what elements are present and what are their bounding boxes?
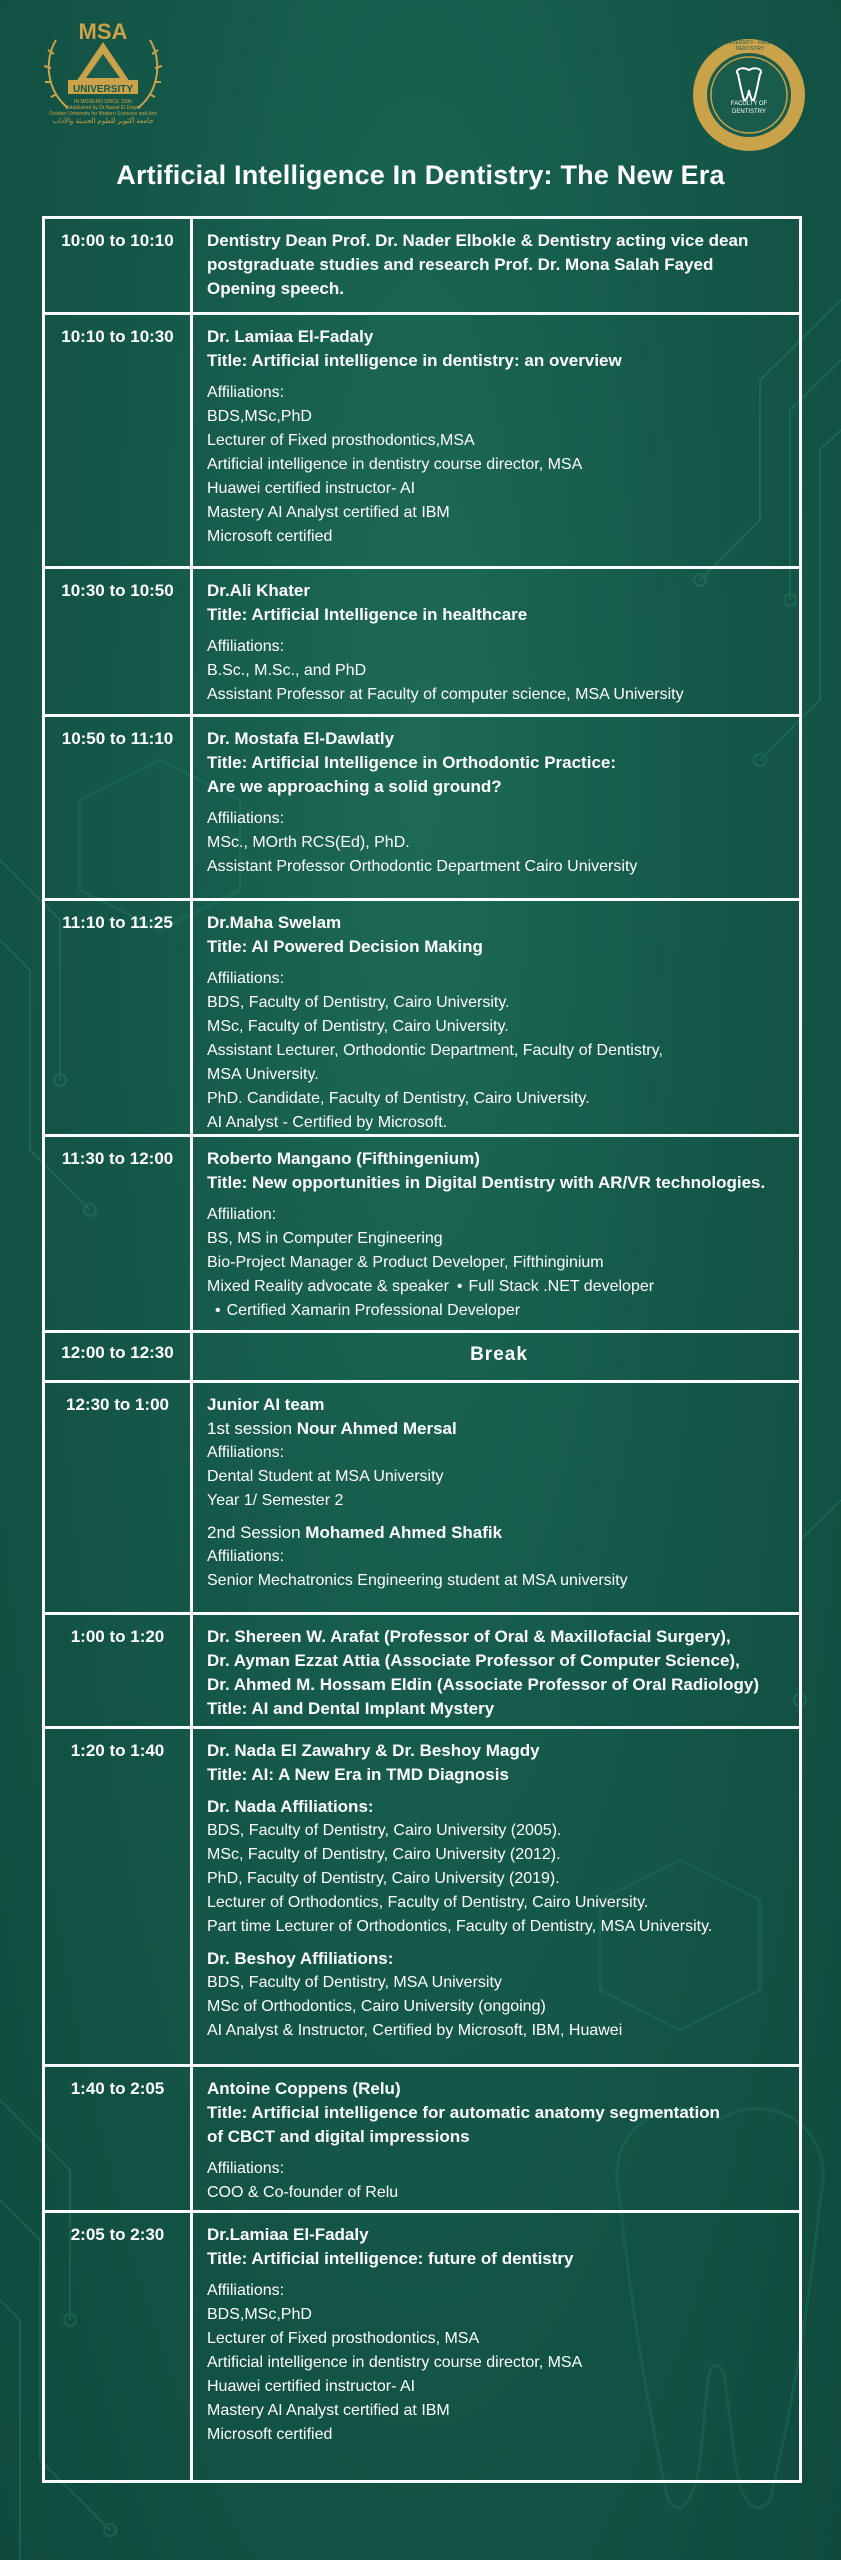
session-title: Title: Artificial intelligence in dentistry: an overview — [207, 351, 622, 370]
speaker-name: Dr. Lamiaa El-Fadaly — [207, 327, 374, 346]
seal-faculty-text: FACULTY OF — [730, 101, 768, 107]
logo-msa-text: MSA — [78, 19, 128, 44]
page-title: Artificial Intelligence In Dentistry: The New Era — [116, 160, 725, 190]
schedule-row — [45, 219, 799, 315]
affiliation-line: Year 1/ Semester 2 — [207, 1492, 344, 1509]
affiliation-line: AI Analyst & Instructor, Certified by Microsoft, IBM, Huawei — [207, 2022, 623, 2039]
affiliation-line: Artificial intelligence in dentistry course director, MSA — [207, 456, 583, 473]
affiliation-line: BS, MS in Computer Engineering — [207, 1230, 443, 1247]
team-name: Junior AI team — [207, 1395, 325, 1414]
session-details — [193, 315, 799, 566]
speaker-name: Dr.Lamiaa El-Fadaly — [207, 2225, 369, 2244]
schedule-row — [45, 1729, 799, 2067]
session-details — [193, 2067, 799, 2210]
affiliation-line: Dental Student at MSA University — [207, 1468, 444, 1485]
affiliation-text: • Full Stack .NET developer — [449, 1278, 654, 1295]
session-title: Title: AI and Dental Implant Mystery — [207, 1699, 495, 1718]
affiliation-line: PhD. Candidate, Faculty of Dentistry, Cairo University. — [207, 1090, 590, 1107]
session-details — [193, 1383, 799, 1612]
affiliation-line: Mastery AI Analyst certified at IBM — [207, 504, 450, 521]
session-title: Title: New opportunities in Digital Dentistry with AR/VR technologies. — [207, 1173, 766, 1192]
schedule-row — [45, 569, 799, 717]
affiliation-line: Lecturer of Fixed prosthodontics, MSA — [207, 2330, 480, 2347]
opening-line: postgraduate studies and research Prof. Dr. Mona Salah Fayed — [207, 255, 714, 274]
session-details — [193, 2213, 799, 2480]
session-heading — [207, 1417, 791, 1441]
affiliation-line — [207, 1275, 791, 1299]
affiliation-line: Assistant Professor at Faculty of computer science, MSA University — [207, 686, 684, 703]
session-details — [193, 219, 799, 312]
session-number: 1st session — [207, 1419, 297, 1438]
opening-line: Opening speech. — [207, 279, 344, 298]
affiliation-line: AI Analyst - Certified by Microsoft. — [207, 1114, 448, 1131]
affiliation-line: BDS, Faculty of Dentistry, Cairo University. — [207, 994, 510, 1011]
affiliation-line: BDS,MSc,PhD — [207, 408, 312, 425]
speaker-name: Dr.Ali Khater — [207, 581, 310, 600]
time-slot: 10:00 to 10:10 — [45, 219, 193, 312]
logo-established-text: Established by Dr.Nawal El Degwi — [65, 105, 141, 111]
time-slot: 12:30 to 1:00 — [45, 1383, 193, 1612]
session-details — [193, 1615, 799, 1726]
affiliations-label: Affiliation: — [207, 1206, 277, 1223]
affiliations-label: Affiliations: — [207, 810, 285, 827]
schedule-row — [45, 1615, 799, 1729]
session-details — [193, 1729, 799, 2064]
affiliation-line: Huawei certified instructor- AI — [207, 2378, 416, 2395]
seal-dentistry-text: DENTISTRY — [732, 109, 766, 115]
logo-arabic-text: جامعة أكتوبر للعلوم الحديثة والآداب — [52, 118, 154, 125]
affiliation-line: Assistant Lecturer, Orthodontic Department, Faculty of Dentistry, — [207, 1042, 663, 1059]
affiliation-line: Lecturer of Orthodontics, Faculty of Dentistry, Cairo University. — [207, 1894, 649, 1911]
affiliation-line: COO & Co-founder of Relu — [207, 2184, 399, 2201]
affiliations-label: Affiliations: — [207, 970, 285, 987]
session-details — [193, 1137, 799, 1330]
session-heading — [207, 1521, 791, 1545]
speaker-name: Dr. Mostafa El-Dawlatly — [207, 729, 395, 748]
affiliation-line: MSA University. — [207, 1066, 319, 1083]
time-slot: 1:20 to 1:40 — [45, 1729, 193, 2064]
session-title: Title: AI: A New Era in TMD Diagnosis — [207, 1765, 509, 1784]
affiliation-line: B.Sc., M.Sc., and PhD — [207, 662, 367, 679]
session-details — [193, 717, 799, 898]
affiliation-line: Mastery AI Analyst certified at IBM — [207, 2402, 450, 2419]
logo-university-text: UNIVERSITY — [72, 84, 133, 95]
affiliations-label: Affiliations: — [207, 384, 285, 401]
affiliations-label: Affiliations: — [207, 638, 285, 655]
time-slot: 12:00 to 12:30 — [45, 1333, 193, 1380]
session-details — [193, 569, 799, 714]
session-title: Title: Artificial intelligence: future of dentistry — [207, 2249, 574, 2268]
affiliation-line: Microsoft certified — [207, 528, 333, 545]
affiliation-line: Bio-Project Manager & Product Developer, Fifthinginium — [207, 1254, 604, 1271]
schedule-row — [45, 1333, 799, 1383]
speaker-name: Dr. Ahmed M. Hossam Eldin (Associate Professor of Oral Radiology) — [207, 1675, 759, 1694]
speaker-name: Dr. Nada El Zawahry & Dr. Beshoy Magdy — [207, 1741, 540, 1760]
affiliation-line: MSc., MOrth RCS(Ed), PhD. — [207, 834, 410, 851]
affiliation-line: Huawei certified instructor- AI — [207, 480, 416, 497]
affiliation-line: MSc, Faculty of Dentistry, Cairo University. — [207, 1018, 509, 1035]
speaker-name: Antoine Coppens (Relu) — [207, 2079, 401, 2098]
logo-est-text: IN MODERN SINCE 1996 — [74, 99, 132, 105]
affiliation-line: Senior Mechatronics Engineering student at MSA university — [207, 1572, 628, 1589]
affiliations-label: Affiliations: — [207, 2160, 285, 2177]
speaker-name: Dr. Ayman Ezzat Attia (Associate Professor of Computer Science), — [207, 1651, 740, 1670]
time-slot: 10:50 to 11:10 — [45, 717, 193, 898]
session-title: Title: Artificial Intelligence in Orthodontic Practice: — [207, 753, 617, 772]
affiliation-text: Mixed Reality advocate & speaker — [207, 1278, 449, 1295]
student-name: Mohamed Ahmed Shafik — [305, 1523, 503, 1542]
break-label: Break — [470, 1344, 528, 1365]
speaker-name: Roberto Mangano (Fifthingenium) — [207, 1149, 480, 1168]
session-title: Are we approaching a solid ground? — [207, 777, 502, 796]
session-details — [193, 901, 799, 1134]
affiliation-line: Lecturer of Fixed prosthodontics,MSA — [207, 432, 475, 449]
schedule-row — [45, 1383, 799, 1615]
time-slot: 10:30 to 10:50 — [45, 569, 193, 714]
session-title: Title: AI Powered Decision Making — [207, 937, 483, 956]
time-slot: 11:10 to 11:25 — [45, 901, 193, 1134]
time-slot: 10:10 to 10:30 — [45, 315, 193, 566]
affiliation-line: PhD, Faculty of Dentistry, Cairo University (2019). — [207, 1870, 560, 1887]
session-number: 2nd Session — [207, 1523, 306, 1542]
schedule-row — [45, 315, 799, 569]
affiliation-line: BDS, Faculty of Dentistry, Cairo University (2005). — [207, 1822, 562, 1839]
session-title: Title: Artificial intelligence for automatic anatomy segmentation — [207, 2103, 720, 2122]
affiliation-line: BDS,MSc,PhD — [207, 2306, 312, 2323]
logo-october-text: October University for Modern Sciences and Arts — [48, 111, 158, 117]
student-name: Nour Ahmed Mersal — [296, 1419, 457, 1438]
schedule-row — [45, 901, 799, 1137]
schedule-row — [45, 717, 799, 901]
affiliation-line: BDS, Faculty of Dentistry, MSA University — [207, 1974, 502, 1991]
affiliation-line: MSc, Faculty of Dentistry, Cairo University (2012). — [207, 1846, 561, 1863]
affiliations-label: Dr. Nada Affiliations: — [207, 1797, 374, 1816]
schedule-row — [45, 2213, 799, 2480]
affiliations-label: Affiliations: — [207, 1444, 285, 1461]
time-slot: 1:00 to 1:20 — [45, 1615, 193, 1726]
opening-line: Dentistry Dean Prof. Dr. Nader Elbokle & Dentistry acting vice dean — [207, 231, 749, 250]
speaker-name: Dr.Maha Swelam — [207, 913, 342, 932]
affiliations-label: Affiliations: — [207, 1548, 285, 1565]
time-slot: 11:30 to 12:00 — [45, 1137, 193, 1330]
faculty-of-dentistry-seal — [690, 36, 808, 154]
affiliation-line: Artificial intelligence in dentistry course director, MSA — [207, 2354, 583, 2371]
affiliation-line: Assistant Professor Orthodontic Department Cairo University — [207, 858, 638, 875]
session-title: Title: Artificial Intelligence in healthcare — [207, 605, 528, 624]
schedule-row — [45, 1137, 799, 1333]
affiliations-label: Dr. Beshoy Affiliations: — [207, 1949, 394, 1968]
seal-ring-text: MSA UNIVERSITY · FACULTY OF DENTISTRY — [711, 40, 789, 52]
session-title: of CBCT and digital impressions — [207, 2127, 470, 2146]
schedule-row — [45, 2067, 799, 2213]
schedule-table — [42, 216, 802, 2483]
affiliation-line: MSc of Orthodontics, Cairo University (ongoing) — [207, 1998, 546, 2015]
affiliation-line: Microsoft certified — [207, 2426, 333, 2443]
affiliation-line: Part time Lecturer of Orthodontics, Faculty of Dentistry, MSA University. — [207, 1918, 713, 1935]
affiliation-line: • Certified Xamarin Professional Developer — [207, 1299, 791, 1323]
speaker-name: Dr. Shereen W. Arafat (Professor of Oral & Maxillofacial Surgery), — [207, 1627, 731, 1646]
affiliations-label: Affiliations: — [207, 2282, 285, 2299]
time-slot: 2:05 to 2:30 — [45, 2213, 193, 2480]
time-slot: 1:40 to 2:05 — [45, 2067, 193, 2210]
